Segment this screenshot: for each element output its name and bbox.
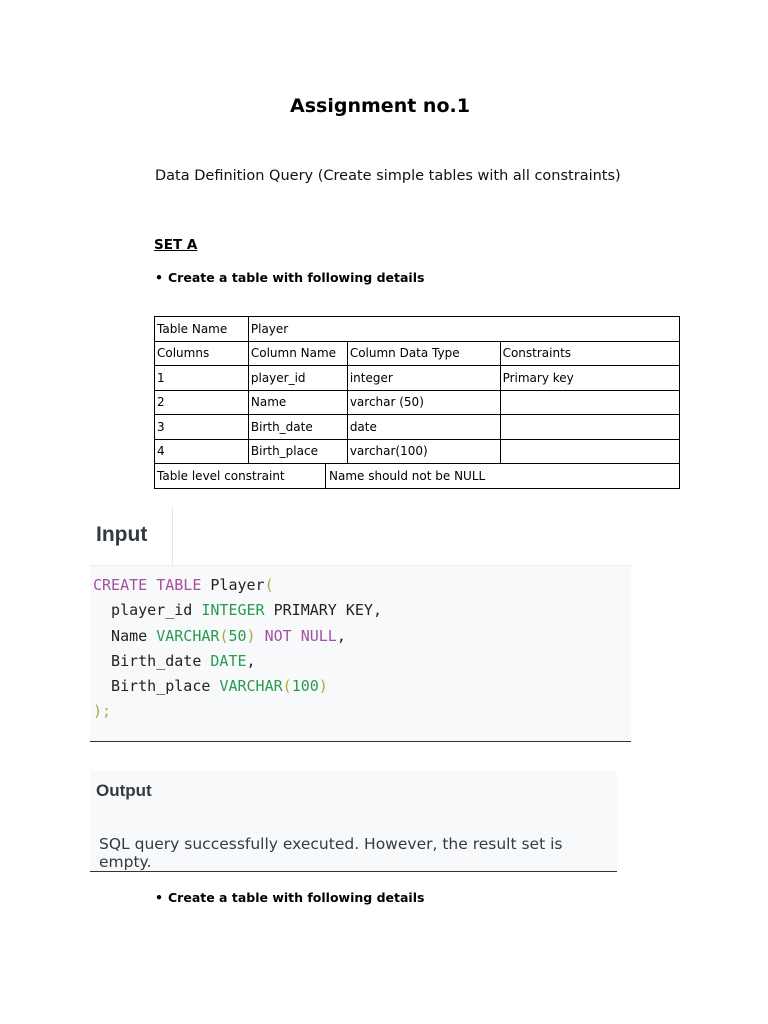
table-cell: 2 [155,390,249,415]
table-cell: varchar(100) [347,439,500,464]
table-row [155,464,680,489]
code-token: INTEGER [201,601,265,620]
divider [90,741,631,742]
code-token: ) [318,677,328,696]
table-cell [500,415,679,440]
table-cell: Constraints [500,341,679,366]
table-cell: Name should not be NULL [329,468,486,483]
input-label: Input [96,523,148,546]
table-cell: Name [248,390,347,415]
page-title: Assignment no.1 [290,95,470,117]
code-token: ( [282,677,292,696]
bullet-icon: • [155,890,163,905]
code-token: Birth_place [93,677,220,696]
table-cell: Table Name [155,317,249,342]
table-cell: integer [347,366,500,391]
code-token: CREATE TABLE [93,576,202,594]
table-row [155,439,680,464]
code-token: PRIMARY KEY, [264,601,382,620]
table-row [155,366,680,391]
sql-code [93,573,382,725]
table-cell: Column Data Type [347,341,500,366]
table-cell: 1 [155,366,249,391]
code-token: NOT NULL [255,626,337,645]
set-heading: SET A [154,237,198,253]
table-cell: Column Name [248,341,347,366]
table-cell: 4 [155,439,249,464]
code-token: , [246,651,256,670]
bullet-item: • Create a table with following details [155,890,425,905]
code-token: 100 [291,677,319,696]
code-token: DATE [210,651,247,670]
table-cell: Primary key [500,366,679,391]
player-table [154,316,680,489]
table-row [155,415,680,440]
code-token: Birth_date [93,651,211,670]
table-cell: Birth_date [248,415,347,440]
code-token: ); [93,702,112,721]
output-label: Output [96,781,152,800]
table-cell: Birth_place [248,439,347,464]
output-message: SQL query successfully executed. However, the result set is empty. [99,835,563,871]
bullet-icon: • [155,270,163,285]
table-row [155,341,680,366]
code-token: ) [246,626,256,645]
divider [90,871,617,872]
bullet-item: • Create a table with following details [155,270,425,285]
code-token: ( [264,576,274,594]
table-cell: 3 [155,415,249,440]
table-cell: Player [248,317,679,342]
table-cell: Table level constraint [155,464,326,488]
input-tab[interactable] [90,507,173,565]
table-row [155,390,680,415]
table-cell: varchar (50) [347,390,500,415]
table-footer-cell [155,464,680,489]
table-row [155,317,680,342]
code-token: Player [201,576,265,594]
table-cell: Columns [155,341,249,366]
code-editor[interactable] [90,565,631,742]
code-token: 50 [228,626,247,645]
table-cell: date [347,415,500,440]
output-panel [90,771,617,871]
table-cell [500,390,679,415]
code-token: ( [219,626,229,645]
code-token: Name [93,626,157,645]
code-token: , [336,626,346,645]
code-token: VARCHAR [219,677,283,696]
table-cell: player_id [248,366,347,391]
table-cell [500,439,679,464]
code-token: VARCHAR [156,626,220,645]
code-token: player_id [93,601,202,620]
subtitle: Data Definition Query (Create simple tables with all constraints) [155,168,621,184]
